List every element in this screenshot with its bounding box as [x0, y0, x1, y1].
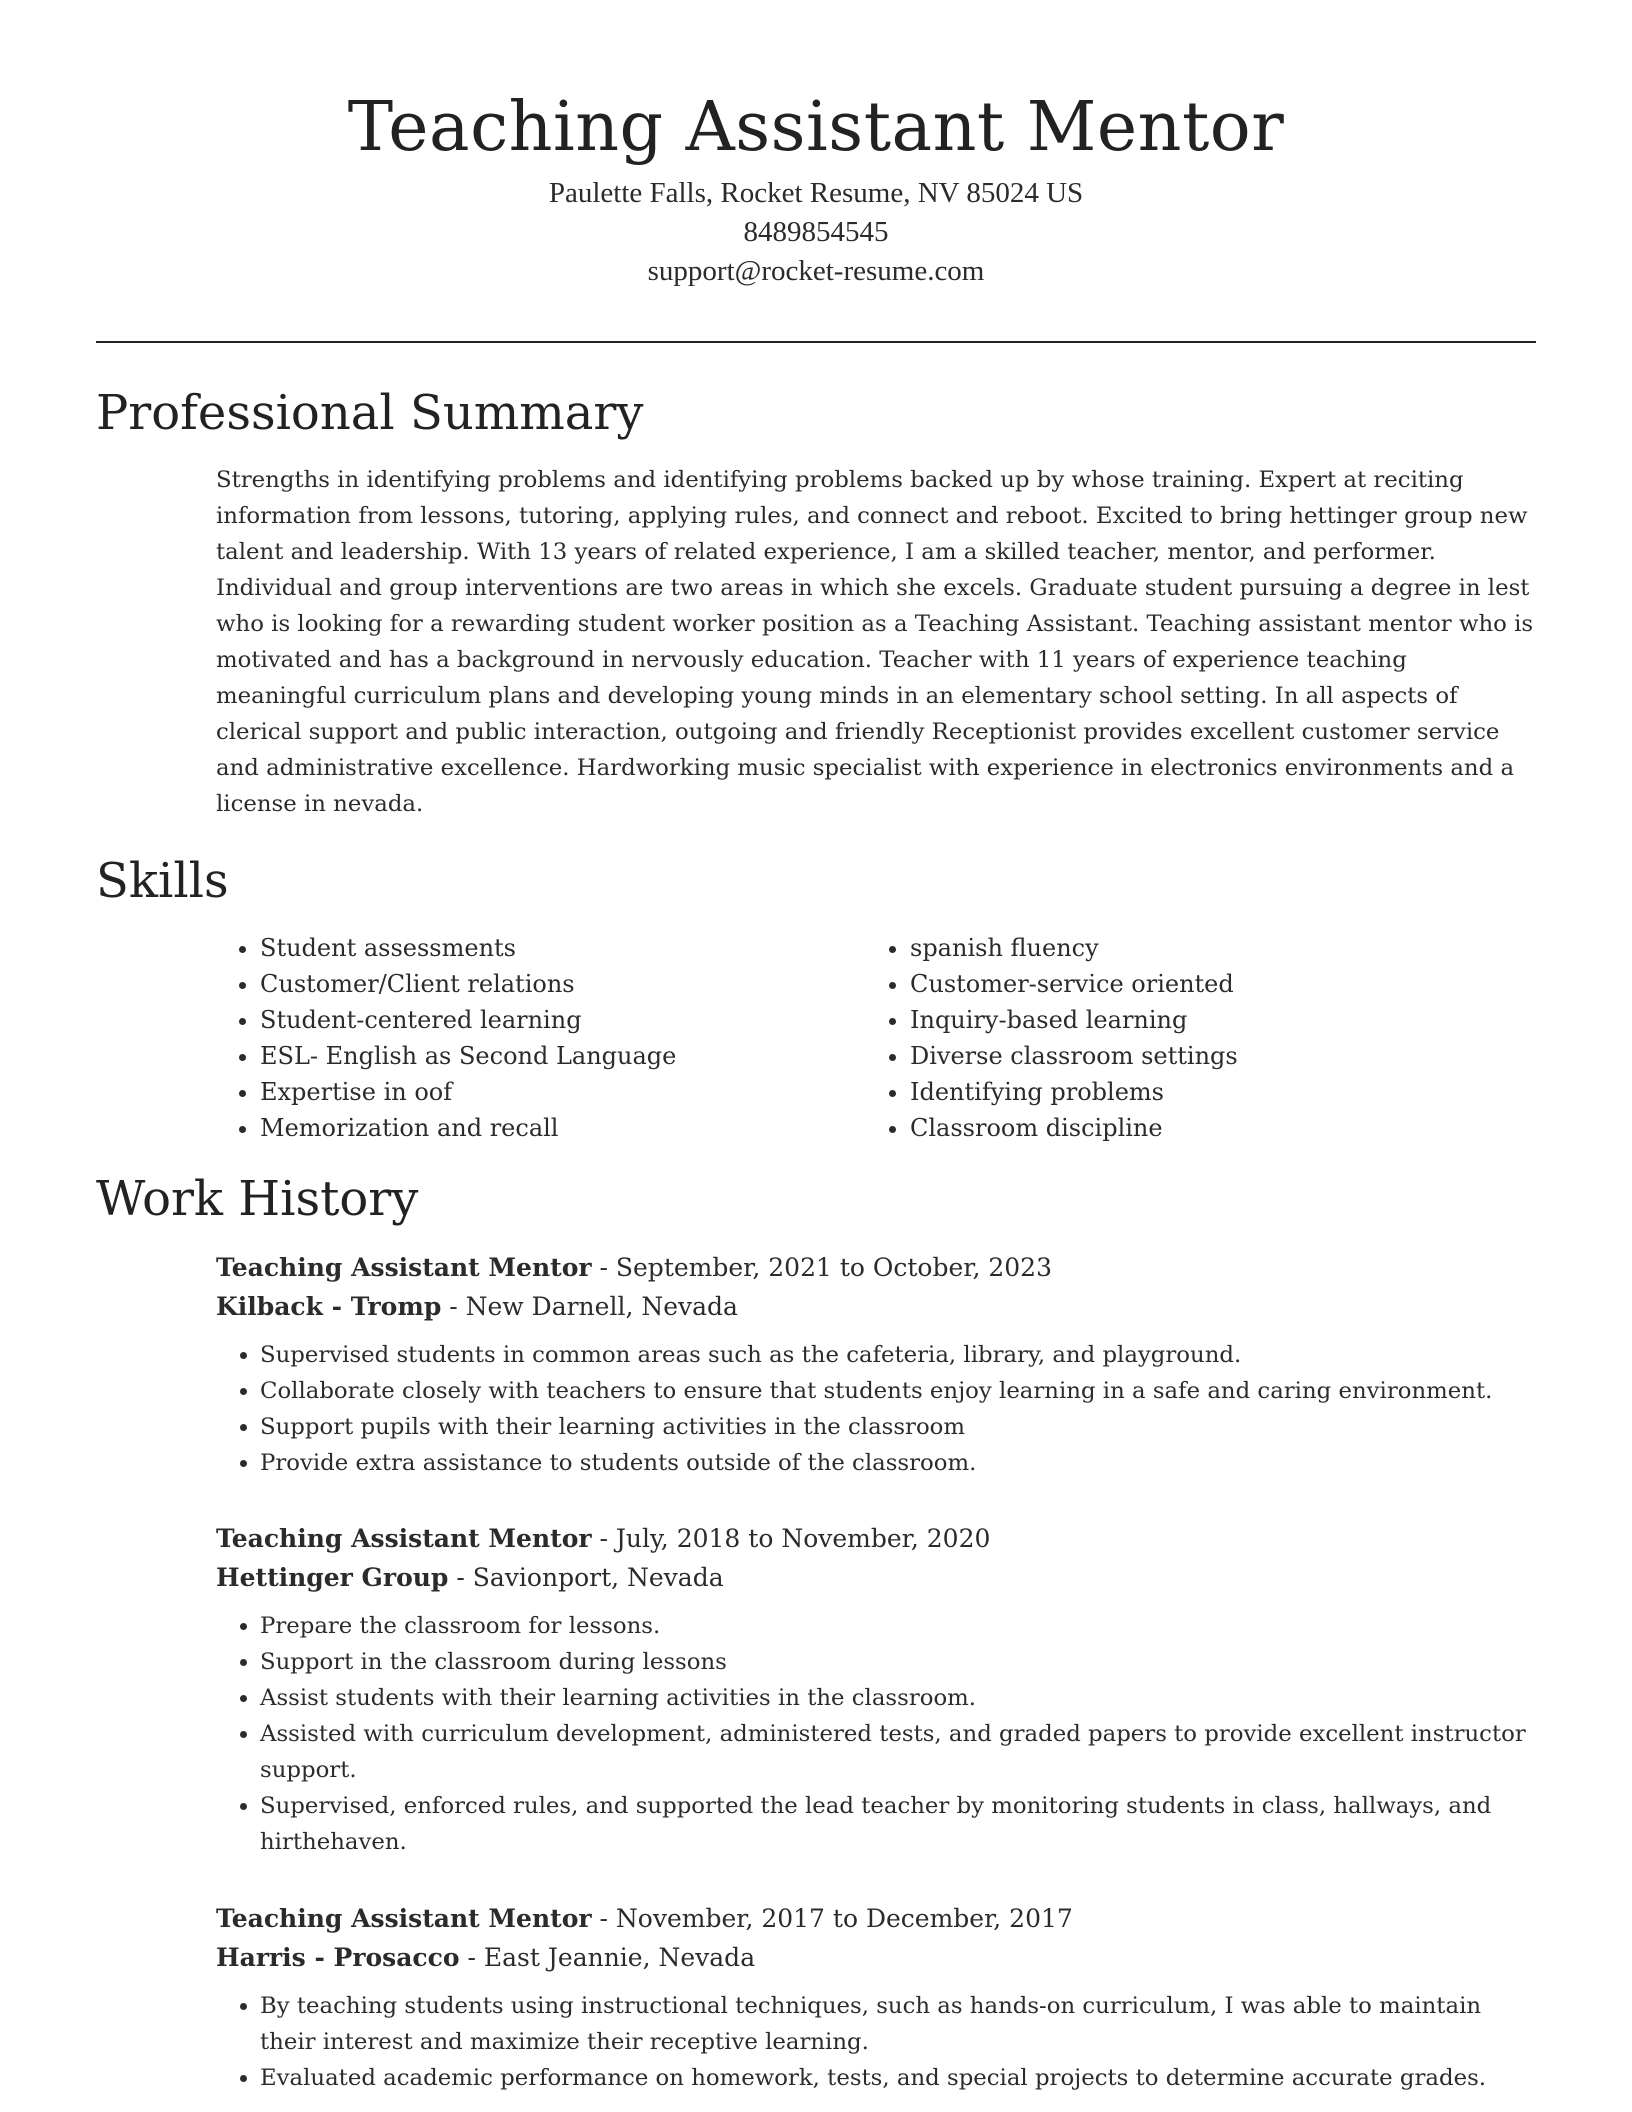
skill-item: • spanish fluency	[910, 930, 1570, 966]
job-company: Kilback - Tromp	[216, 1292, 442, 1321]
skills-list-left	[216, 930, 860, 1146]
job-entry	[216, 1248, 1541, 1481]
job-title: Teaching Assistant Mentor	[216, 1524, 592, 1553]
job-bullet: • Support pupils with their learning activities in the classroom	[260, 1409, 1541, 1445]
job-entry	[216, 1519, 1541, 1860]
job-company: Hettinger Group	[216, 1563, 449, 1592]
skill-item: • Memorization and recall	[260, 1110, 860, 1146]
header-divider	[96, 341, 1536, 343]
contact-phone: 8489854545	[743, 216, 889, 248]
resume-title: Teaching Assistant Mentor	[347, 88, 1285, 167]
work-history-heading: Work History	[96, 1171, 419, 1227]
skill-item: • Student assessments	[260, 930, 860, 966]
job-bullets	[216, 1608, 1541, 1860]
skill-item: • Expertise in oof	[260, 1074, 860, 1110]
job-bullet: • Assist students with their learning activities in the classroom.	[260, 1680, 1541, 1716]
job-bullet: • Supervised students in common areas such as the cafeteria, library, and playground.	[260, 1337, 1541, 1373]
job-bullet: • Support in the classroom during lessons	[260, 1644, 1541, 1680]
job-bullets	[216, 1988, 1541, 2096]
job-title-line	[216, 1899, 1541, 1938]
job-company: Harris - Prosacco	[216, 1943, 460, 1972]
job-location: - East Jeannie, Nevada	[459, 1943, 756, 1972]
job-bullet: • By teaching students using instructional techniques, such as hands-on curriculum, I was able to maintain their interest and maximize their receptive learning.	[260, 1988, 1541, 2060]
job-bullet: • Collaborate closely with teachers to ensure that students enjoy learning in a safe and caring environment.	[260, 1373, 1541, 1409]
skill-item: • ESL- English as Second Language	[260, 1038, 860, 1074]
job-bullet: • Provide extra assistance to students outside of the classroom.	[260, 1445, 1541, 1481]
job-location: - Savionport, Nevada	[448, 1563, 724, 1592]
job-title-line	[216, 1248, 1541, 1287]
skill-item: • Diverse classroom settings	[910, 1038, 1570, 1074]
summary-heading: Professional Summary	[96, 385, 644, 441]
job-bullet: • Supervised, enforced rules, and supported the lead teacher by monitoring students in class, hallways, and hirthehaven.	[260, 1788, 1541, 1860]
contact-address: Paulette Falls, Rocket Resume, NV 85024 US	[548, 177, 1084, 209]
job-dates: - July, 2018 to November, 2020	[591, 1524, 991, 1553]
skill-item: • Classroom discipline	[910, 1110, 1570, 1146]
skill-item: • Identifying problems	[910, 1074, 1570, 1110]
skill-item: • Student-centered learning	[260, 1002, 860, 1038]
job-dates: - November, 2017 to December, 2017	[591, 1904, 1073, 1933]
job-bullet: • Assisted with curriculum development, administered tests, and graded papers to provide excellent instructor support.	[260, 1716, 1541, 1788]
skills-heading: Skills	[96, 853, 229, 909]
job-entry	[216, 1899, 1541, 2096]
job-company-line	[216, 1287, 1541, 1326]
skill-item: • Inquiry-based learning	[910, 1002, 1570, 1038]
resume-header	[0, 0, 1632, 291]
job-title: Teaching Assistant Mentor	[216, 1904, 592, 1933]
skill-item: • Customer/Client relations	[260, 966, 860, 1002]
job-bullet: • Prepare the classroom for lessons.	[260, 1608, 1541, 1644]
summary-text: Strengths in identifying problems and identifying problems backed up by whose training. Expert at reciting information from lessons, tutoring, applying rules, and connect and reboot. Excited to bring hettinger group new talent and leadership. With 13 years of related experience, I am a skilled teacher, mentor, and performer. Individual and group interventions are two areas in which she excels. Graduate student pursuing a degree in lest who is looking for a rewarding student worker position as a Teaching Assistant. Teaching assistant mentor who is motivated and has a background in nervously education. Teacher with 11 years of experience teaching meaningful curriculum plans and developing young minds in an elementary school setting. In all aspects of clerical support and public interaction, outgoing and friendly Receptionist provides excellent customer service and administrative excellence. Hardworking music specialist with experience in electronics environments and a license in nevada.	[216, 467, 1534, 817]
job-company-line	[216, 1938, 1541, 1977]
skill-item: • Customer-service oriented	[910, 966, 1570, 1002]
job-company-line	[216, 1558, 1541, 1597]
skills-list-right	[866, 930, 1570, 1146]
job-title: Teaching Assistant Mentor	[216, 1253, 592, 1282]
job-location: - New Darnell, Nevada	[441, 1292, 738, 1321]
job-dates: - September, 2021 to October, 2023	[591, 1253, 1052, 1282]
contact-email: support@rocket-resume.com	[647, 255, 985, 287]
job-bullets	[216, 1337, 1541, 1481]
job-bullet: • Evaluated academic performance on homework, tests, and special projects to determine accurate grades.	[260, 2060, 1541, 2096]
job-title-line	[216, 1519, 1541, 1558]
